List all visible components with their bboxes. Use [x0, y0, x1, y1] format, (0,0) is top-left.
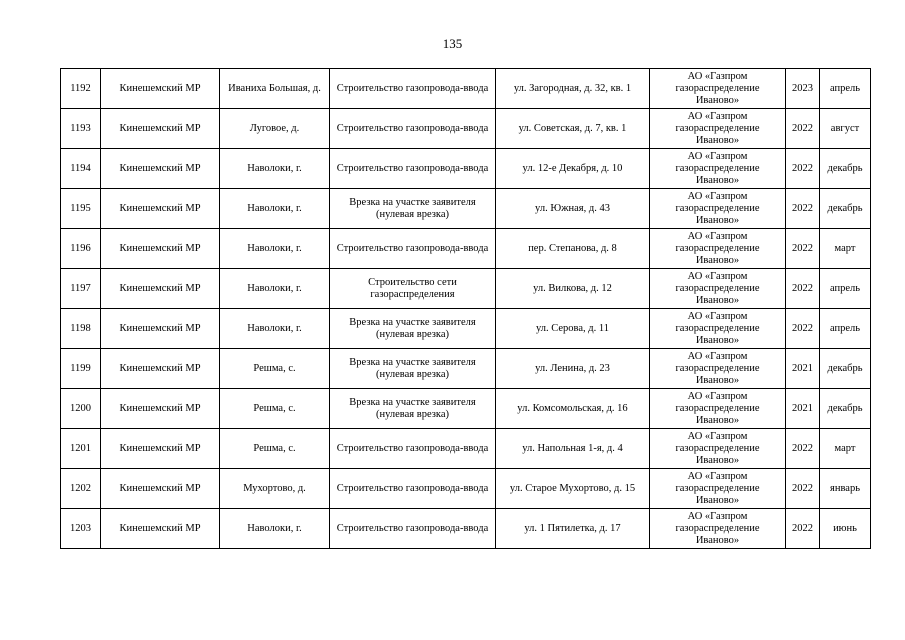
- locality-cell: Наволоки, г.: [220, 189, 330, 229]
- organization-cell: [650, 429, 786, 469]
- organization-cell: [650, 309, 786, 349]
- table-row: [61, 109, 871, 149]
- row-number-cell: 1194: [61, 149, 101, 189]
- address-cell: ул. Ленина, д. 23: [496, 349, 650, 389]
- organization-cell-line: газораспределение: [675, 82, 760, 94]
- row-number-cell: 1202: [61, 469, 101, 509]
- district-cell: Кинешемский МР: [101, 189, 220, 229]
- table-row: [61, 309, 871, 349]
- row-number-cell: 1196: [61, 229, 101, 269]
- locality-cell: Наволоки, г.: [220, 149, 330, 189]
- work-type-cell: Строительство газопровода-ввода: [330, 149, 496, 189]
- organization-cell: [650, 229, 786, 269]
- month-cell: апрель: [820, 309, 871, 349]
- organization-cell-line: Иваново»: [695, 254, 740, 266]
- organization-cell-line: АО «Газпром: [687, 270, 748, 282]
- organization-cell-line: АО «Газпром: [687, 150, 748, 162]
- work-type-cell: Строительство газопровода-ввода: [330, 429, 496, 469]
- work-type-cell: Строительство газопровода-ввода: [330, 469, 496, 509]
- organization-cell-line: АО «Газпром: [687, 230, 748, 242]
- month-cell: декабрь: [820, 349, 871, 389]
- address-cell: ул. Серова, д. 11: [496, 309, 650, 349]
- organization-cell-line: Иваново»: [695, 494, 740, 506]
- year-cell: 2022: [786, 509, 820, 549]
- organization-cell-line: газораспределение: [675, 402, 760, 414]
- organization-cell-line: газораспределение: [675, 122, 760, 134]
- table-row: [61, 189, 871, 229]
- organization-cell-line: Иваново»: [695, 94, 740, 106]
- district-cell: Кинешемский МР: [101, 69, 220, 109]
- organization-cell-line: Иваново»: [695, 174, 740, 186]
- organization-cell-line: газораспределение: [675, 482, 760, 494]
- locality-cell: Решма, с.: [220, 429, 330, 469]
- row-number-cell: 1200: [61, 389, 101, 429]
- year-cell: 2022: [786, 309, 820, 349]
- locality-cell: Наволоки, г.: [220, 309, 330, 349]
- month-cell: апрель: [820, 269, 871, 309]
- organization-cell-line: АО «Газпром: [687, 390, 748, 402]
- month-cell: март: [820, 229, 871, 269]
- organization-cell-line: АО «Газпром: [687, 430, 748, 442]
- work-type-cell: Строительство газопровода-ввода: [330, 509, 496, 549]
- locality-cell: Наволоки, г.: [220, 509, 330, 549]
- district-cell: Кинешемский МР: [101, 509, 220, 549]
- month-cell: июнь: [820, 509, 871, 549]
- address-cell: ул. Комсомольская, д. 16: [496, 389, 650, 429]
- month-cell: декабрь: [820, 189, 871, 229]
- organization-cell-line: Иваново»: [695, 134, 740, 146]
- year-cell: 2022: [786, 269, 820, 309]
- district-cell: Кинешемский МР: [101, 429, 220, 469]
- organization-cell-line: АО «Газпром: [687, 470, 748, 482]
- month-cell: апрель: [820, 69, 871, 109]
- year-cell: 2022: [786, 109, 820, 149]
- work-type-cell: Врезка на участке заявителя (нулевая врезка): [330, 349, 496, 389]
- address-cell: ул. 1 Пятилетка, д. 17: [496, 509, 650, 549]
- row-number-cell: 1203: [61, 509, 101, 549]
- organization-cell-line: АО «Газпром: [687, 110, 748, 122]
- address-cell: ул. Советская, д. 7, кв. 1: [496, 109, 650, 149]
- row-number-cell: 1197: [61, 269, 101, 309]
- organization-cell-line: газораспределение: [675, 442, 760, 454]
- month-cell: март: [820, 429, 871, 469]
- locality-cell: Луговое, д.: [220, 109, 330, 149]
- locality-cell: Решма, с.: [220, 349, 330, 389]
- organization-cell-line: АО «Газпром: [687, 510, 748, 522]
- organization-cell-line: Иваново»: [695, 534, 740, 546]
- address-cell: ул. Южная, д. 43: [496, 189, 650, 229]
- table-row: [61, 509, 871, 549]
- organization-cell: [650, 109, 786, 149]
- district-cell: Кинешемский МР: [101, 109, 220, 149]
- work-type-cell: Строительство газопровода-ввода: [330, 229, 496, 269]
- month-cell: август: [820, 109, 871, 149]
- address-cell: ул. Загородная, д. 32, кв. 1: [496, 69, 650, 109]
- organization-cell-line: газораспределение: [675, 202, 760, 214]
- year-cell: 2022: [786, 229, 820, 269]
- organization-cell: [650, 269, 786, 309]
- work-type-cell: Строительство газопровода-ввода: [330, 69, 496, 109]
- table-row: [61, 269, 871, 309]
- organization-cell-line: газораспределение: [675, 282, 760, 294]
- row-number-cell: 1192: [61, 69, 101, 109]
- organization-cell-line: Иваново»: [695, 454, 740, 466]
- locality-cell: Наволоки, г.: [220, 269, 330, 309]
- address-cell: пер. Степанова, д. 8: [496, 229, 650, 269]
- organization-cell-line: газораспределение: [675, 322, 760, 334]
- year-cell: 2022: [786, 189, 820, 229]
- organization-cell-line: АО «Газпром: [687, 70, 748, 82]
- row-number-cell: 1199: [61, 349, 101, 389]
- table-row: [61, 389, 871, 429]
- organization-cell-line: газораспределение: [675, 362, 760, 374]
- organization-cell-line: газораспределение: [675, 522, 760, 534]
- organization-cell: [650, 189, 786, 229]
- locality-cell: Наволоки, г.: [220, 229, 330, 269]
- year-cell: 2022: [786, 149, 820, 189]
- organization-cell: [650, 349, 786, 389]
- table-row: [61, 349, 871, 389]
- gasification-table: [60, 68, 871, 549]
- month-cell: декабрь: [820, 149, 871, 189]
- organization-cell: [650, 509, 786, 549]
- address-cell: ул. 12-е Декабря, д. 10: [496, 149, 650, 189]
- work-type-cell: Строительство газопровода-ввода: [330, 109, 496, 149]
- organization-cell-line: Иваново»: [695, 334, 740, 346]
- district-cell: Кинешемский МР: [101, 469, 220, 509]
- month-cell: январь: [820, 469, 871, 509]
- organization-cell-line: газораспределение: [675, 242, 760, 254]
- locality-cell: Иваниха Большая, д.: [220, 69, 330, 109]
- row-number-cell: 1193: [61, 109, 101, 149]
- page-number: 135: [442, 36, 463, 51]
- address-cell: ул. Вилкова, д. 12: [496, 269, 650, 309]
- year-cell: 2022: [786, 469, 820, 509]
- table-row: [61, 69, 871, 109]
- year-cell: 2021: [786, 349, 820, 389]
- table-body: [61, 69, 871, 549]
- district-cell: Кинешемский МР: [101, 349, 220, 389]
- work-type-cell: Врезка на участке заявителя (нулевая врезка): [330, 389, 496, 429]
- district-cell: Кинешемский МР: [101, 149, 220, 189]
- row-number-cell: 1201: [61, 429, 101, 469]
- work-type-cell: Врезка на участке заявителя (нулевая врезка): [330, 309, 496, 349]
- district-cell: Кинешемский МР: [101, 229, 220, 269]
- organization-cell-line: АО «Газпром: [687, 310, 748, 322]
- district-cell: Кинешемский МР: [101, 269, 220, 309]
- district-cell: Кинешемский МР: [101, 389, 220, 429]
- organization-cell-line: Иваново»: [695, 374, 740, 386]
- table-row: [61, 469, 871, 509]
- organization-cell-line: Иваново»: [695, 214, 740, 226]
- organization-cell-line: АО «Газпром: [687, 190, 748, 202]
- locality-cell: Мухортово, д.: [220, 469, 330, 509]
- address-cell: ул. Старое Мухортово, д. 15: [496, 469, 650, 509]
- year-cell: 2022: [786, 429, 820, 469]
- organization-cell: [650, 149, 786, 189]
- work-type-cell: Строительство сети газораспределения: [330, 269, 496, 309]
- address-cell: ул. Напольная 1-я, д. 4: [496, 429, 650, 469]
- month-cell: декабрь: [820, 389, 871, 429]
- organization-cell-line: Иваново»: [695, 414, 740, 426]
- organization-cell: [650, 389, 786, 429]
- row-number-cell: 1195: [61, 189, 101, 229]
- table-row: [61, 429, 871, 469]
- organization-cell-line: АО «Газпром: [687, 350, 748, 362]
- district-cell: Кинешемский МР: [101, 309, 220, 349]
- locality-cell: Решма, с.: [220, 389, 330, 429]
- organization-cell: [650, 69, 786, 109]
- organization-cell: [650, 469, 786, 509]
- table-row: [61, 149, 871, 189]
- work-type-cell: Врезка на участке заявителя (нулевая врезка): [330, 189, 496, 229]
- year-cell: 2021: [786, 389, 820, 429]
- organization-cell-line: газораспределение: [675, 162, 760, 174]
- table-row: [61, 229, 871, 269]
- year-cell: 2023: [786, 69, 820, 109]
- row-number-cell: 1198: [61, 309, 101, 349]
- organization-cell-line: Иваново»: [695, 294, 740, 306]
